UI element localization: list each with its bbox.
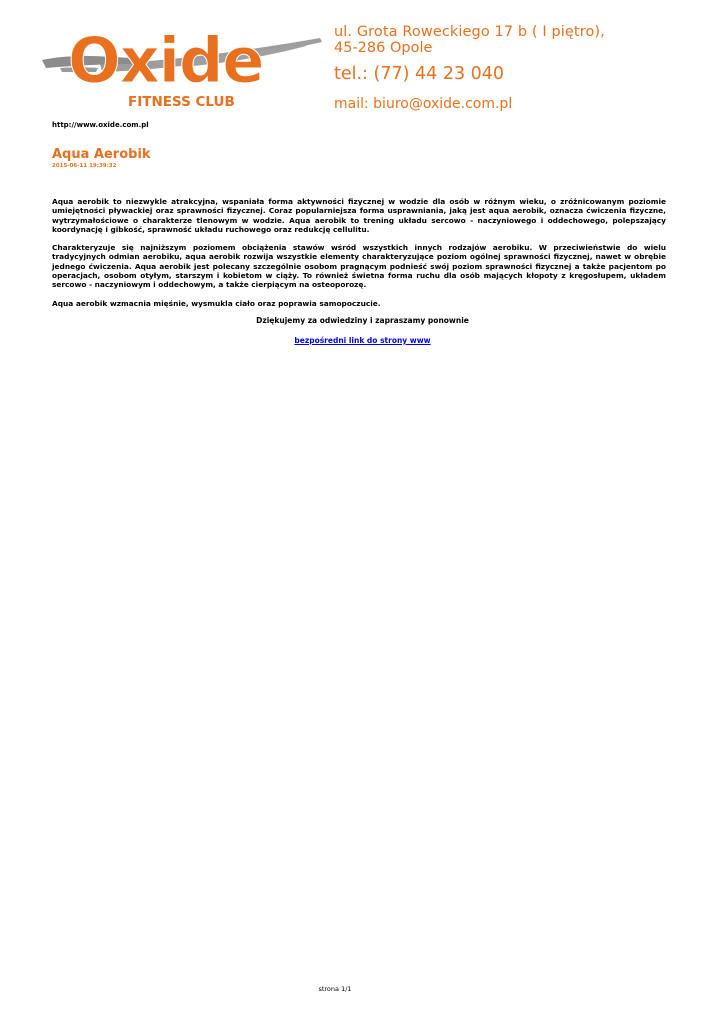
site-url: http://www.oxide.com.pl: [52, 121, 149, 129]
article-paragraph: Aqua aerobik wzmacnia mięśnie, wysmukla ciało oraz poprawia samopoczucie.: [52, 298, 381, 308]
logo-subtitle: FITNESS CLUB: [128, 94, 235, 110]
oxide-logo: [40, 20, 330, 115]
article-title: Aqua Aerobik: [52, 147, 151, 162]
article-paragraph: Aqua aerobik to niezwykle atrakcyjna, wspaniała forma aktywności fizycznej w wodzie dla osób w różnym wieku, o zróżnicowanym poziomie umiejętności pływackiej oraz sprawności fizycznej. Coraz popularniejsza forma usprawniania, jaką jest aqua aerobik, oznacza ćwiczenia fizyczne, wytrzymałościowe o charakterze tlenowym w wodzie. Aqua aerobik to trening układu sercowo - naczyniowego i oddechowego, polepszający koordynację i gibkość, sprawność układu ruchowego oraz redukcję cellulitu.: [52, 197, 666, 234]
page-number: strona 1/1: [318, 985, 352, 993]
address-line-2: 45-286 Opole: [334, 40, 433, 56]
direct-link-container: [0, 336, 725, 345]
direct-link[interactable]: bezpośredni link do strony www: [294, 336, 431, 345]
logo-text: Oxide: [68, 24, 264, 97]
article-paragraph: Charakteryzuje się najniższym poziomem obciążenia stawów wśród wszystkich innych rodzajów aerobiku. W przeciwieństwie do wielu tradycyjnych odmian aerobiku, aqua aerobik rozwija wszystkie elementy charakteryzujące poziom ogólnej sprawności fizycznej, nawet w obrębie jednego ćwiczenia. Aqua aerobik jest polecany szczególnie osobom pragnącym podnieść swój poziom sprawności fizycznej a także pacjentom po operacjach, osobom otyłym, starszym i kobietom w ciąży. To również świetna forma ruchu dla osób mających kłopoty z kręgosłupem, układem sercowo - naczyniowym i oddechowym, a także cierpiącym na osteoporozę.: [52, 243, 666, 290]
page-header: [0, 0, 725, 115]
thanks-message: Dziękujemy za odwiedziny i zapraszamy ponownie: [256, 316, 469, 325]
address-line-1: ul. Grota Roweckiego 17 b ( I piętro),: [334, 24, 605, 40]
phone-number: tel.: (77) 44 23 040: [334, 64, 505, 84]
email-address: mail: biuro@oxide.com.pl: [334, 96, 513, 112]
article-date: 2015-06-11 19:39:32: [52, 163, 117, 169]
article-body: [52, 197, 666, 317]
